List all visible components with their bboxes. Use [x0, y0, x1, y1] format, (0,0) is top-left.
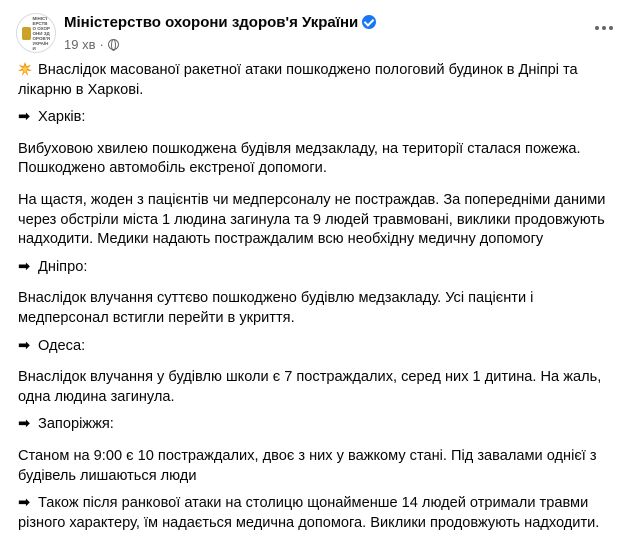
post-paragraph-kyiv: [18, 494, 613, 533]
paragraph-text: Також після ранкової атаки на столицю щонайменше 14 людей отримали травми різного характеру, їм надається медична допомога. Виклики продовжують надходити.: [18, 495, 600, 531]
post-paragraph: Внаслідок влучання суттєво пошкоджено будівлю медзакладу. Усі пацієнти і медперсонал встигли перейти в укриття.: [18, 290, 534, 326]
post-paragraph-intro: [18, 61, 613, 100]
right-arrow-icon: ➡: [18, 416, 31, 433]
more-options-icon[interactable]: [592, 16, 616, 40]
section-heading: Одеса:: [38, 337, 86, 354]
section-heading: Дніпро:: [38, 258, 88, 275]
right-arrow-icon: ➡: [18, 495, 31, 512]
page-name-text[interactable]: Міністерство охорони здоров'я України: [64, 14, 359, 31]
post-paragraph: Станом на 9:00 є 10 постраждалих, двоє з них у важкому стані. Під завалами однієї з будівель лишаються люди: [18, 447, 597, 484]
page-name[interactable]: [64, 14, 376, 31]
collision-emoji-icon: [18, 62, 32, 76]
post-paragraph: Внаслідок влучання у будівлю школи є 7 постраждалих, серед них 1 дитина. На жаль, одна людина загинула.: [18, 369, 602, 405]
right-arrow-icon: ➡: [18, 109, 31, 126]
section-heading: Запоріжжя:: [38, 416, 114, 433]
right-arrow-icon: ➡: [18, 337, 31, 354]
post-paragraph-heading-zaporizhzhia: [18, 415, 613, 435]
post-meta: [64, 37, 119, 52]
section-heading: Харків:: [38, 109, 86, 126]
post-paragraph-heading-dnipro: [18, 258, 613, 278]
paragraph-text: Внаслідок масованої ракетної атаки пошкоджено пологовий будинок в Дніпрі та лікарню в Харкові.: [18, 62, 578, 98]
post-paragraph: На щастя, жоден з пацієнтів чи медперсоналу не постраждав. За попередніми даними через обстріли міста 1 людина загинула та 9 людей травмовані, виклики продовжують надходити. Медики надають постраждалим всю необхідну медичну допомогу: [18, 191, 606, 248]
right-arrow-icon: ➡: [18, 258, 31, 275]
meta-separator: ·: [99, 37, 104, 52]
post-time[interactable]: 19 хв: [64, 37, 96, 52]
post-paragraph: Вибуховою хвилею пошкоджена будівля медзакладу, на території сталася пожежа. Пошкоджено автомобіль екстреної допомоги.: [18, 140, 581, 177]
post-paragraph-heading-odesa: [18, 337, 613, 357]
avatar-logo-text: МІНІСТЕРСТВО ОХОРОНИ ЗДОРОВ'Я УКРАЇНИ: [32, 15, 50, 51]
post-text: [18, 61, 613, 545]
verified-badge-icon: [362, 15, 376, 29]
post-header: [16, 10, 616, 54]
page-avatar[interactable]: [16, 13, 56, 53]
globe-icon[interactable]: [108, 39, 119, 50]
post-paragraph-heading-kharkiv: [18, 108, 613, 128]
ministry-logo-icon: [22, 27, 31, 40]
